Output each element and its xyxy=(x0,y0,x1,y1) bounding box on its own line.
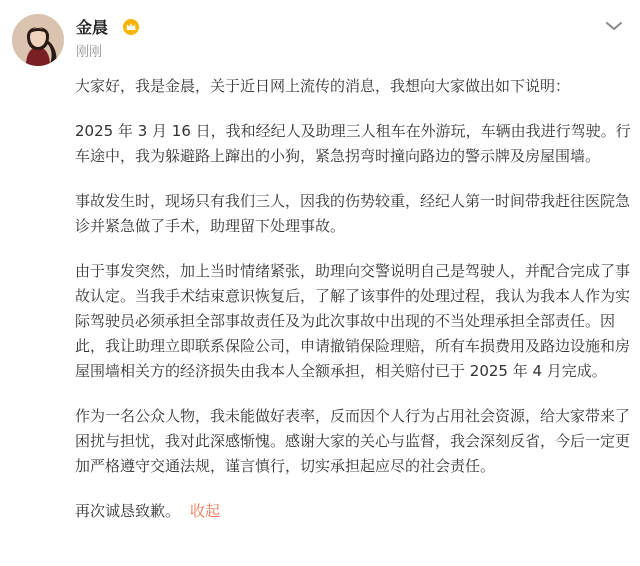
avatar[interactable] xyxy=(12,14,64,66)
post-paragraph: 大家好，我是金晨，关于近日网上流传的消息，我想向大家做出如下说明： xyxy=(75,77,571,95)
post-closing-line xyxy=(75,499,631,524)
post-paragraph: 再次诚恳致歉。 xyxy=(75,502,181,520)
post-paragraph: 事故发生时，现场只有我们三人，因我的伤势较重，经纪人第一时间带我赶往医院急诊并紧急做了手术，助理留下处理事故。 xyxy=(75,192,631,235)
post-paragraph: 2025 年 3 月 16 日，我和经纪人及助理三人租车在外游玩，车辆由我进行驾驶。行车途中，我为躲避路上蹿出的小狗，紧急拐弯时撞向路边的警示牌及房屋围墙。 xyxy=(75,122,631,165)
post-paragraph: 由于事发突然，加上当时情绪紧张，助理向交警说明自己是驾驶人，并配合完成了事故认定。当我手术结束意识恢复后，了解了该事件的处理过程，我认为我本人作为实际驾驶员必须承担全部事故责任及为此次事故中出现的不当处理承担全部责任。因此，我让助理立即联系保险公司，申请撤销保险理赔，所有车损费用及路边设施和房屋围墙相关方的经济损失由我本人全额承担，相关赔付已于 2025 年 4 月完成。 xyxy=(75,262,631,380)
post-header xyxy=(12,14,628,70)
gold-crown-badge-icon xyxy=(122,18,140,36)
avatar-image xyxy=(12,14,64,66)
author-name[interactable]: 金晨 xyxy=(76,18,109,37)
post-timestamp: 刚刚 xyxy=(76,45,103,60)
post-content xyxy=(75,74,631,524)
chevron-down-icon[interactable] xyxy=(604,18,624,32)
collapse-link[interactable]: 收起 xyxy=(190,502,221,520)
post-paragraph: 作为一名公众人物，我未能做好表率，反而因个人行为占用社会资源，给大家带来了困扰与担忧，我对此深感惭愧。感谢大家的关心与监督，我会深刻反省，今后一定更加严格遵守交通法规，谨言慎行，切实承担起应尽的社会责任。 xyxy=(75,407,631,475)
